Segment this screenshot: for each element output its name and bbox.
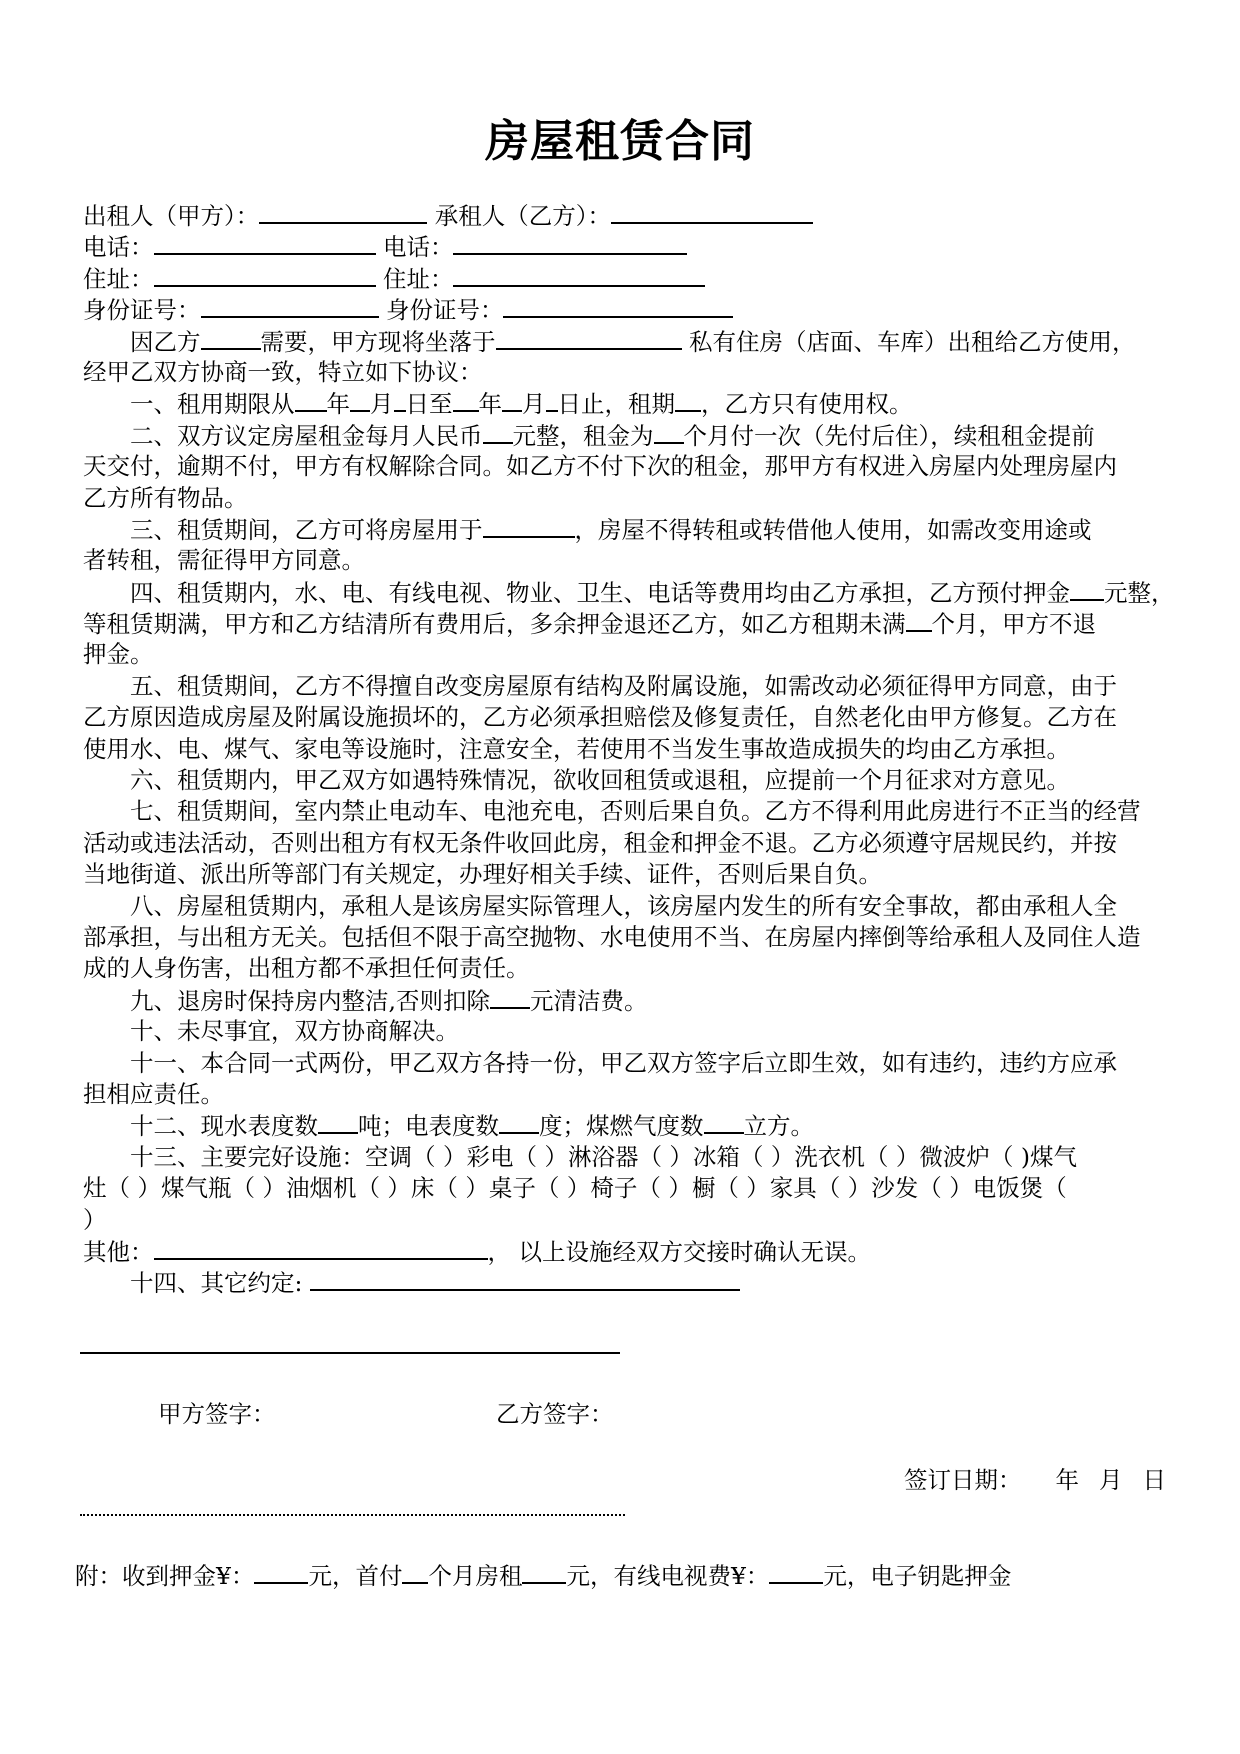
clause-9-text-b: 元清洁费。	[529, 986, 648, 1015]
clause-1-day-to: 日至	[405, 390, 453, 419]
clause-14-label: 十四、其它约定:	[130, 1269, 303, 1298]
tear-off-divider	[80, 1514, 625, 1516]
rent-amount-blank[interactable]	[483, 420, 513, 444]
lessee-phone-label: 电话：	[382, 233, 454, 262]
pay-months-blank[interactable]	[654, 420, 684, 444]
clause-4-text-c: 等租赁期满，甲方和乙方结清所有费用后，多余押金退还乙方，如乙方租期未满	[83, 610, 906, 639]
other-agreement-blank[interactable]	[310, 1267, 740, 1291]
clause-3-text-b: ，房屋不得转租或转借他人使用，如需改变用途或	[574, 515, 1092, 544]
clause-1-month-b: 月	[522, 390, 546, 419]
start-year-blank[interactable]	[295, 388, 327, 412]
start-month-blank[interactable]	[350, 388, 370, 412]
clause-1-month-a: 月	[370, 390, 394, 419]
preamble-line-2: 经甲乙双方协商一致，特立如下协议：	[83, 357, 483, 386]
page-title: 房屋租赁合同	[485, 116, 755, 167]
others-line	[83, 1236, 1170, 1267]
lessee-blank[interactable]	[611, 200, 813, 224]
others-text: ， 以上设施经双方交接时确认无误。	[487, 1237, 871, 1266]
lessor-id-blank[interactable]	[201, 294, 379, 318]
others-label: 其他：	[83, 1237, 154, 1266]
term-blank[interactable]	[675, 388, 701, 412]
cleaning-fee-blank[interactable]	[490, 985, 530, 1009]
min-months-blank[interactable]	[906, 608, 932, 632]
lessee-address-label: 住址：	[382, 264, 454, 293]
start-day-blank[interactable]	[394, 388, 406, 412]
lessor-label: 出租人（甲方）：	[83, 202, 260, 230]
clause-2-line-3: 乙方所有物品。	[83, 483, 248, 512]
clause-4-text-d: 个月，甲方不退	[931, 610, 1096, 639]
lessor-phone-blank[interactable]	[154, 231, 376, 255]
clause-4-line-1	[83, 577, 1175, 608]
clause-1	[83, 388, 1170, 419]
clause-1-year-a: 年	[326, 390, 350, 419]
others-blank[interactable]	[154, 1236, 488, 1260]
lessor-address-label: 住址：	[83, 264, 154, 293]
clause-5-line-3: 使用水、电、煤气、家电等设施时，注意安全，若使用不当发生事故造成损失的均由乙方承担。	[83, 734, 1070, 763]
usage-blank[interactable]	[483, 514, 575, 538]
clause-12-text-b: 吨；电表度数	[358, 1112, 499, 1141]
lessor-id-label: 身份证号：	[83, 296, 201, 325]
preamble-text-a: 因乙方	[130, 327, 201, 356]
address-line	[83, 263, 1170, 294]
clause-8-line-2: 部承担，与出租方无关。包括但不限于高空抛物、水电使用不当、在房屋内摔倒等给承租人及同住人造	[83, 922, 1141, 951]
signing-date-month: 月	[1099, 1466, 1123, 1494]
clause-9-text-a: 九、退房时保持房内整洁,否则扣除	[130, 986, 490, 1015]
clause-1-day-end: 日止，租期	[557, 390, 675, 419]
clause-5-line-1: 五、租赁期间，乙方不得擅自改变房屋原有结构及附属设施，如需改动必须征得甲方同意，由于	[130, 671, 1117, 700]
signing-date-year: 年	[1055, 1466, 1079, 1494]
clause-9	[83, 985, 1170, 1016]
footer-receipt	[75, 1560, 1011, 1592]
clause-3-line-1	[83, 514, 1170, 545]
clause-4-text-a: 四、租赁期内，水、电、有线电视、物业、卫生、电话等费用均由乙方承担，乙方预付押金	[130, 578, 1070, 607]
clause-2-text-b: 元整，租金为	[512, 421, 654, 450]
clause-10: 十、未尽事宜，双方协商解决。	[130, 1017, 459, 1046]
end-month-blank[interactable]	[502, 388, 522, 412]
footer-first-pay-label: 元，首付	[308, 1562, 403, 1590]
electric-reading-blank[interactable]	[499, 1110, 539, 1134]
clause-11-line-2: 担相应责任。	[83, 1079, 224, 1108]
contract-body	[83, 200, 1175, 1299]
gas-reading-blank[interactable]	[704, 1110, 744, 1134]
clause-4-text-b: 元整，	[1104, 578, 1175, 607]
purpose-blank[interactable]	[201, 326, 261, 350]
lessee-address-blank[interactable]	[453, 263, 705, 287]
clause-7-line-2: 活动或违法活动，否则出租方有权无条件收回此房，租金和押金不退。乙方必须遵守居规民约，并按	[83, 828, 1117, 857]
clause-8-line-3: 成的人身伤害，出租方都不承担任何责任。	[83, 954, 530, 983]
footer-key-deposit-label: 元，电子钥匙押金	[823, 1562, 1012, 1590]
signing-date-label: 签订日期：	[904, 1466, 1022, 1494]
deposit-blank[interactable]	[1070, 577, 1104, 601]
clause-3-line-2: 者转租，需征得甲方同意。	[83, 546, 365, 575]
footer-rent-label: 个月房租	[428, 1562, 523, 1590]
signing-date	[904, 1464, 1166, 1496]
party-a-signature-label: 甲方签字：	[158, 1400, 276, 1428]
clause-4-line-2	[83, 608, 1170, 639]
lessee-phone-blank[interactable]	[453, 231, 687, 255]
clause-2-line-1	[83, 420, 1170, 451]
lessor-address-blank[interactable]	[154, 263, 376, 287]
lessee-id-blank[interactable]	[503, 294, 733, 318]
footer-months-blank[interactable]	[402, 1560, 428, 1584]
party-b-signature-label: 乙方签字：	[496, 1400, 614, 1428]
water-reading-blank[interactable]	[318, 1110, 358, 1134]
footer-cable-blank[interactable]	[769, 1560, 823, 1584]
end-day-blank[interactable]	[546, 388, 558, 412]
clause-7-line-1: 七、租赁期间，室内禁止电动车、电池充电，否则后果自负。乙方不得利用此房进行不正当的经营	[130, 797, 1141, 826]
clause-7-line-3: 当地街道、派出所等部门有关规定，办理好相关手续、证件，否则后果自负。	[83, 860, 882, 889]
clause-1-text-a: 一、租用期限从	[130, 390, 295, 419]
lessor-phone-label: 电话：	[83, 233, 154, 262]
clause-5-line-2: 乙方原因造成房屋及附属设施损坏的，乙方必须承担赔偿及修复责任，自然老化由甲方修复。乙方在	[83, 703, 1117, 732]
end-year-blank[interactable]	[453, 388, 479, 412]
preamble-text-c: 私有住房（店面、车库）出租给乙方使用，	[688, 327, 1136, 356]
clause-2-line-2: 天交付，逾期不付，甲方有权解除合同。如乙方不付下次的租金，那甲方有权进入房屋内处理房屋内	[83, 452, 1117, 481]
clause-12	[83, 1110, 1170, 1141]
footer-deposit-blank[interactable]	[254, 1560, 308, 1584]
clause-11-line-1: 十一、本合同一式两份，甲乙双方各持一份，甲乙双方签字后立即生效，如有违约，违约方应承	[130, 1048, 1117, 1077]
preamble-line-1	[83, 326, 1170, 357]
clause-12-text-a: 十二、现水表度数	[130, 1112, 318, 1141]
lessee-label: 承租人（乙方）：	[434, 202, 611, 230]
clause-2-text-c: 个月付一次（先付后住），续租租金提前	[683, 421, 1095, 450]
clause-12-text-d: 立方。	[743, 1112, 814, 1141]
clause-13-line-3: ）	[83, 1205, 107, 1234]
footer-cable-label: 元，有线电视费¥：	[566, 1562, 770, 1590]
clause-14	[83, 1267, 1170, 1298]
clause-2-text-a: 二、双方议定房屋租金每月人民币	[130, 421, 483, 450]
lessee-id-label: 身份证号：	[385, 296, 504, 325]
location-blank[interactable]	[496, 326, 682, 350]
footer-rent-blank[interactable]	[522, 1560, 566, 1584]
agreement-continuation-line[interactable]	[80, 1352, 620, 1354]
clause-4-line-3: 押金。	[83, 640, 154, 669]
clause-6: 六、租赁期内，甲乙双方如遇特殊情况，欲收回租赁或退租，应提前一个月征求对方意见。	[130, 766, 1070, 795]
footer-deposit-label: 附：收到押金¥：	[75, 1562, 255, 1590]
id-line	[83, 294, 1170, 325]
lessor-line	[83, 200, 1170, 231]
lessor-blank[interactable]	[259, 200, 427, 224]
clause-12-text-c: 度；煤燃气度数	[539, 1112, 704, 1141]
phone-line	[83, 231, 1170, 262]
clause-1-year-b: 年	[478, 390, 502, 419]
clause-13-line-2: 灶（ ）煤气瓶（ ）油烟机（ ）床（ ）桌子（ ）椅子（ ）橱（ ）家具（ ）沙发（ ）电饭煲（	[83, 1174, 1067, 1203]
preamble-text-b: 需要，甲方现将坐落于	[260, 327, 496, 356]
clause-1-text-end: ，乙方只有使用权。	[701, 390, 913, 419]
clause-13-line-1: 十三、主要完好设施：空调（ ）彩电（ ）淋浴器（ ）冰箱（ ）洗衣机（ ）微波炉（ )煤气	[130, 1142, 1077, 1171]
clause-3-text-a: 三、租赁期间，乙方可将房屋用于	[130, 515, 483, 544]
signing-date-day: 日	[1142, 1466, 1166, 1494]
clause-8-line-1: 八、房屋租赁期内，承租人是该房屋实际管理人，该房屋内发生的所有安全事故，都由承租人全	[130, 891, 1117, 920]
